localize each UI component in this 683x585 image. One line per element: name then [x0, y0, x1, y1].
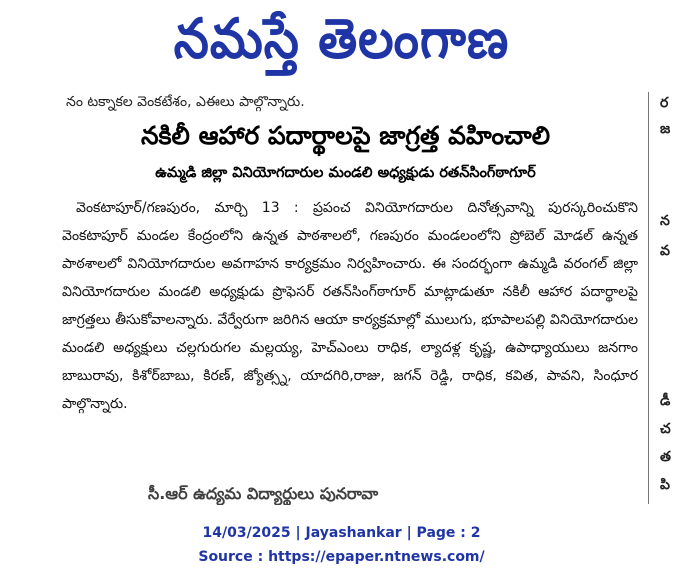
- clip-footer: [0, 521, 683, 569]
- adjacent-column-fragment: [660, 95, 682, 505]
- newspaper-masthead: [0, 0, 683, 82]
- column-divider: [648, 92, 649, 504]
- masthead-title: నమస్తే తెలంగాణ: [173, 7, 510, 71]
- side-glyph: జ: [660, 121, 671, 137]
- previous-article-tail: నం టక్నాకల వెంకటేశం, ఎఈలు పాల్గొన్నారు.: [66, 94, 305, 110]
- side-glyph: చ: [660, 421, 671, 437]
- edition-info: 14/03/2025 | Jayashankar | Page : 2: [202, 525, 481, 541]
- side-glyph: వ: [660, 243, 670, 259]
- side-glyph: న: [660, 213, 670, 229]
- source-link[interactable]: Source : https://epaper.ntnews.com/: [198, 549, 485, 565]
- article-headline: నకిలీ ఆహార పదార్థాలపై జాగ్రత్త వహించాలి: [140, 121, 551, 150]
- side-glyph: ర: [660, 95, 669, 111]
- side-glyph: డీ: [660, 393, 671, 409]
- next-article-headline-partial: సీ.ఆర్ ఉద్యమ విద్యార్థులు పునరావా: [148, 484, 379, 503]
- article-body-paragraph: వెంకటాపూర్/గణపురం, మార్చి 13 : ప్రపంచ వినియోగదారుల దినోత్సవాన్ని పురస్కరించుకొని వెంకటాపూర్ మండల కేంద్రంలోని ఉన్నత పాఠశాలలో, గణపురం మండలంలోని ప్రోబెల్ మోడల్ ఉన్నత పాఠశాలలో వినియోగదారుల అవగాహన కార్యక్రమం నిర్వహించారు. ఈ సందర్భంగా ఉమ్మడి వరంగల్ జిల్లా వినియోగదారుల మండలి అధ్యక్షుడు ప్రొఫెసర్ రతన్‌సింగ్‌ఠాగూర్ మాట్లాడుతూ నకిలీ ఆహార పదార్థాలపై జాగ్రత్తలు తీసుకోవాలన్నారు. వేర్వేరుగా జరిగిన ఆయా కార్యక్రమాల్లో ములుగు, భూపాలపల్లి వినియోగదారుల మండలి అధ్యక్షులు చల్లగురుగల మల్లయ్య, హెచ్ఎంలు రాధిక, ల్యాదళ్ల కృష్ణ, ఉపాధ్యాయులు జనగాం బాబురావు, కిశోర్‌బాబు, కిరణ్, జ్యోత్స్న, యాదగిరి,రాజు, జగన్ రెడ్డి, రాధిక, కవిత, పావని, సింధూర పాల్గొన్నారు.: [62, 200, 638, 412]
- side-glyph: త: [660, 449, 671, 465]
- article-body: [62, 194, 638, 418]
- article-clip: [48, 90, 643, 505]
- article-subheadline: ఉమ్మడి జిల్లా వినియోగదారుల మండలి అధ్యక్షుడు రతన్‌సింగ్‌ఠాగూర్: [155, 165, 536, 181]
- side-glyph: పి: [660, 477, 670, 493]
